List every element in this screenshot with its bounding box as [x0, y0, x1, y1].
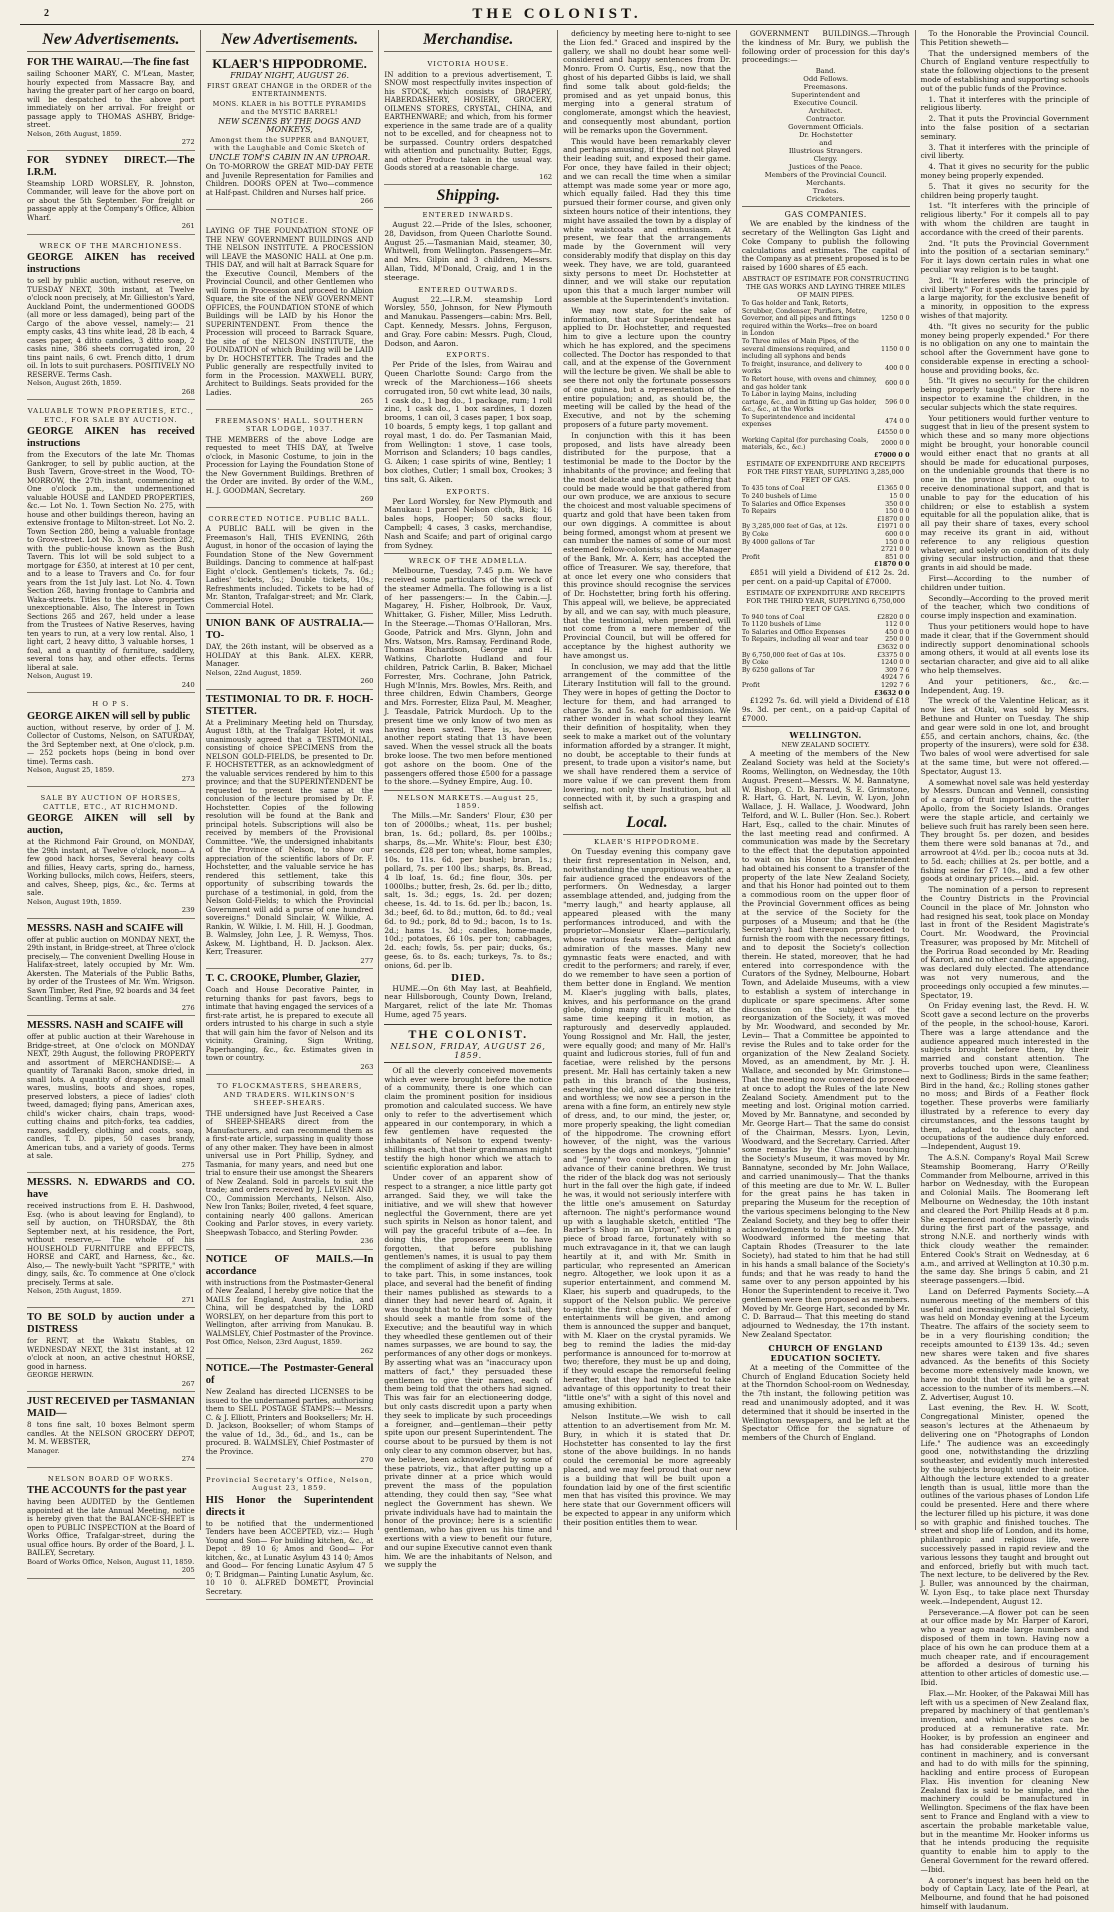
column-header: New Advertisements. [27, 31, 195, 52]
ad-body: for RENT, at the Wakatu Stables, on WEDNESDAY NEXT, the 31st instant, at 12 o'clock at noon, an active chestnut HORSE, good in harness. [27, 1336, 195, 1371]
shipping-header: Shipping. [384, 187, 552, 208]
advertisement [206, 692, 374, 970]
petition [921, 30, 1090, 695]
year1-note: £851 will yield a Dividend of £12 2s. 2d. per cent. on a paid-up Capital of £7000. [741, 567, 910, 586]
shipping-entry: Per Pride of the Isles, from Wairau and Queen Charlotte Sound: Cargo from the wreck of the Marchioness—166 sheets corrugated iron, 50 cwt white lead, 30 nails, 1 cask do., 1 bag do., 1 package, rum; 1 roll zinc, 1 cask do., 1 box sardines, 1 dozen brooms, 1 can oil, 3 cases paper, 1 box soap, 10 boards, 5 empty kegs, 1 top gallant and royal mast, 1 do. do. Per Tasmanian Maid, from Wellington: 1 stove, 1 case tools, Morrison and Sclanders; 10 bags candles, G. Aiken; 1 case spirits of wine, Bentley; 1 box clothes, Cutler; 1 small box, Crookes; 3 tins salt, G. Aiken. [384, 360, 553, 484]
ad-headline: MESSRS. N. EDWARDS and CO. have [27, 1177, 195, 1200]
account-label: By Coke [741, 530, 769, 538]
year1-credit-subtotal: 2721 0 0 [881, 545, 910, 554]
account-value: £1365 0 0 [876, 484, 910, 493]
ad-body: DAY, the 26th instant, will be observed as a HOLIDAY at this Bank. ALEX. KERR, Manager. [205, 642, 374, 668]
ad-body: A PUBLIC BALL will be given in the Freemason's Hall, THIS EVENING, 26th August, in honor of the occasion of laying the Foundation Stone of the New Government Buildings. Dancing to commence at half-past Eight o'clock. Gentlemen's tickets, 7s. 6d.; Ladies' tickets, 5s.; Double tickets, 10s.; Refreshments included. Tickets to be had of Mr. Stanton, Trafalgar-street; and Mr. Clark, Commercial Hotel. [205, 524, 374, 610]
ad-section-title: VALUABLE TOWN PROPERTIES, ETC., ETC., FOR SALE BY AUCTION. [27, 407, 194, 424]
year1-credit-table [742, 523, 910, 546]
account-value: 450 0 0 [885, 627, 910, 636]
nz-society-title: NEW ZEALAND SOCIETY. [781, 741, 870, 750]
year3-debit-total-value: £3632 0 0 [876, 642, 910, 651]
ad-code: 260 [360, 677, 374, 685]
shipping-list [384, 211, 552, 550]
petition-paragraph: 5th. "It gives no security for the children being properly taught." For there is no inspector to examine the children, in the secular subjects which the state requires. [920, 376, 1090, 412]
advertisement [27, 402, 195, 693]
procession-item: Cricketers. [806, 195, 845, 204]
news-paragraphs [921, 697, 1090, 1911]
ad-headline: GEORGE AIKEN has received instructions [27, 426, 195, 449]
petition-paragraph: 3. That it interferes with the principle of civil liberty. [920, 142, 1090, 161]
column-3 [379, 30, 558, 1570]
account-label: To 435 tons of Coal [741, 484, 805, 493]
ad-headline: MESSRS. NASH and SCAIFE will [27, 1020, 184, 1031]
estimate-title: ABSTRACT OF ESTIMATE FOR CONSTRUCTING THE GAS WORKS AND LAYING THREE MILES OF MAIN PIPES. [742, 274, 909, 299]
ad-code: 263 [360, 1062, 374, 1071]
colonist-box [384, 1024, 552, 1063]
leader-paragraph: Under cover of an apparent show of respect to a stranger, a nice little party got arranged. Said they, we will take the initiative, and we will shew that however neglectful the Government, there are yet such spirits in Nelson as honor talent, and will pay the graceful tribute of a—fee. In doing this, the proposers seem to have forgotten, that before publishing gentlemen's names, it is usual to pay them the compliment of asking if they are willing to take part. This, in some instances, took place, and several had the benefit of finding their names published as stewards to a dinner they had never heard of. Again, it was thought that to hide the fox's tail, they should seek a mantle from some of the Executive; and the beautiful way in which they wheedled these gentlemen out of their names surpasses, we are bound to say, the performances of any other dogs or monkeys. By asserting what was an "inaccuracy upon matters of fact," they persuaded these gentlemen to give their names, each of them being told that the others had signed. This was fair for an electioneering dodge, but only casts discredit upon a party when they seek to implicate by such proceedings a foreigner, and—gentleman—their petty spite upon our present Superintendent. The course about to be pursued by them is not only clear to any common observer, but has, we believe, been acknowledged by some of these patriots, viz., that after putting up a private dinner at a price which would prevent the mass of the population attending, they could then say, "See what neglect the Government has shewn. We private individuals have had to maintain the honor of the province; here is a scientific gentleman, who has given us his time and exertions with a view to benefit our future, and our supine Executive cannot even thank him. We are the inhabitants of Nelson, and we supply the [384, 1173, 553, 1570]
local-section-title: KLAER'S HIPPODROME. [594, 838, 700, 847]
news-paragraph: The wreck of the Valentine Helicar, as it now lies at Otaki, was sold by Messrs. Bethune and Hunter on Tuesday. The ship and gear were sold in one lot, and brought £55, and certain anchors, chains, &c. (the property of the insurers), were sold for £38. Two bales of wool were advertised for sale at the same time, but were not offered.—Spectator, August 13. [920, 696, 1090, 776]
gas-title: GAS COMPANIES. [784, 210, 867, 220]
procession-item: Government Officials. [788, 123, 864, 132]
procession-item: Members of the Provincial Council. [764, 171, 887, 180]
procession-item: Illustrious Strangers. [788, 147, 863, 156]
advertisement [27, 153, 195, 235]
advertisement [206, 1252, 374, 1360]
procession-item: Band. [815, 67, 836, 76]
advertisement [27, 1394, 195, 1468]
account-value: 400 0 0 [885, 363, 910, 372]
year1-credit-total: £1870 0 0 [873, 560, 910, 569]
ad-body: IN addition to a previous advertisement, T. SNOW most respectfully invites inspection of his STOCK, which consists of DRAPERY, HABERDASHERY, HOSIERY, GROCERY, OILMENS STORES, CRYSTAL, CHINA, and EARTHENWARE; and which, from his former experience in the same trade are of a quality not to be excelled, and for cheapness not to be surpassed. Country orders despatched with attention and punctuality. Butter, Eggs, and other Produce taken in the usual way. Goods stored at a reasonable charge. [384, 69, 553, 172]
news-paragraph: Land on Deferred Payments Society.—A numerous meeting of the members of this useful and increasingly influential Society, was held on Monday evening at the Lyceum Theatre. The affairs of the society seem to be in a very flourishing condition; the receipts amounted to £139 13s. 4d.; seven new shares were taken and five shares advanced. As the benefits of this Society become more extensively made known, we have no doubt that there will be a great accession to the number of its members.—N. Z. Advertiser, August 10. [920, 1286, 1090, 1402]
ad-headline: FOR THE WAIRAU.—The fine fast [27, 57, 190, 68]
advertisement [206, 616, 374, 690]
advertisement [27, 1175, 195, 1308]
column-1 [22, 30, 201, 1574]
shipping-section-title: EXPORTS. [446, 487, 491, 496]
account-value: 250 0 0 [885, 635, 910, 644]
columns [22, 29, 1094, 1911]
admella-text: Melbourne, Tuesday, 7.45 p.m. We have received some particulars of the wreck of the steamer Admella. The following is a list of her passengers:— In the Cabin.—J. Magarey, H. Fisher, Holbrook, Dr. Vaux, Whittaker, G. Fisher, Miller, Miss Ledruth. In the Steerage.—Thomas O'Halloran, Mrs. Goode, Patrick and Mrs. Glynn, John and Mrs. Watson, Mrs. Ramsay, Ferdinand Rode, Thomas Richardson, George and H. Watkins, Charlotte Hudland and four children, Patrick Carlin, B. Baker, Michael Forrester, Mrs. Cochrane, John Patrick, Hugh M'Innis, Mrs. Bowles, Mrs. Reith, and three children, Edwin Chambers, George and Mrs. Forrester, Eliza Paul, M. Meagher, J. Teasdale, Patrick Murdoch. Up to the present time we only know of two men as having been saved. There is, however, another report stating that 13 have been saved. When the vessel struck all the boats broke loose. The two men before mentioned got ashore on the boom. One of the passengers offered those £500 for a passage to the shore.—Sydney Empire, Aug. 10. [384, 566, 553, 787]
account-label: To Labor in laying Mains, including cartage, &c., and in fitting up Gas holder, &c., &c., at the Works [741, 390, 877, 414]
account-label: To Superintendence and incidental expenses [741, 412, 856, 429]
ad-code: 266 [360, 197, 374, 205]
advertisement [206, 1361, 374, 1469]
year1-credit-summary [742, 546, 910, 569]
account-row [742, 414, 910, 429]
ad-headline: MESSRS. NASH and SCAIFE will [27, 922, 184, 934]
year3-note: £1292 7s. 6d. will yield a Dividend of £18 9s. 3d. per cent., on a paid-up Capital of £7000. [741, 696, 910, 723]
ad-line: MONS. KLAER in his BOTTLE PYRAMIDS and the MYSTIC BARREL! [212, 99, 367, 116]
procession-item: Merchants. [806, 179, 846, 188]
year3-credit-table [742, 652, 910, 675]
ad-section-title: CORRECTED NOTICE. PUBLIC BALL. [208, 514, 371, 523]
ad-code: 271 [181, 1295, 195, 1304]
ad-headline: KLAER'S HIPPODROME. [212, 56, 367, 71]
account-value: 1250 0 0 [881, 314, 910, 323]
account-row [742, 300, 910, 338]
account-row [742, 391, 910, 414]
ad-section-title: FREEMASONS' HALL. SOUTHERN STAR LODGE, 1037. [214, 416, 365, 433]
account-label: To Salaries and Office Expenses [741, 499, 846, 508]
column-6 [916, 29, 1095, 1911]
shipping-entry: August 22.—Pride of the Isles, schooner, 28, Davidson, from Queen Charlotte Sound. August 25.—Tasmanian Maid, steamer, 30, Whitwell, from Wellington. Passengers—Mr. and Mrs. Gilpin and 3 children, Messrs. Allan, Tidd, M'Donald, Craig, and 1 in the steerage. [384, 220, 553, 282]
ad-section-title: Provincial Secretary's Office, Nelson, August 23, 1859. [206, 1475, 374, 1492]
procession-item: Odd Fellows. [803, 75, 849, 84]
procession-item: and [819, 139, 833, 148]
ad-headline: NOTICE OF MAILS.—In accordance [205, 1253, 374, 1277]
ad-body: offer at public auction at their Warehouse in Bridge-street, at One o'clock on MONDAY NEXT, 29th August, the following PROPERTY and assortment of MERCHANDISE:— A quantity of Taranaki Bacon, smoke dried, in small lots. A quantity of drapery and small wares, muslins, boots and shoes, ropes, preserved lobsters, a piece of ladies' cloth tweed, damaged; flying pans, American axes, child's wicker chairs, chain traps, wood-cutting chains and pitch-forks, tea caddies, razors, saddlery, clothing and coats, soap, candles, T. D. pipes, 50 cases brandy, American tubs, and a variety of goods. Terms at sale. [27, 1032, 195, 1160]
ad-date-signature: Post Office, Nelson, 23rd August, 1859. [205, 1338, 343, 1346]
account-value: 596 0 0 [885, 397, 910, 406]
procession-item: Architect. [808, 107, 843, 116]
ad-code: 272 [181, 138, 195, 146]
account-label: By 4000 gallons of Tar [741, 537, 815, 546]
ad-body: THE MEMBERS of the above Lodge are requested to meet THIS DAY, at Twelve o'clock, in Masonic Costume, to join in the Procession for Laying the Foundation Stone of the New Government Buildings. Brethren of the Order are invited. By order of the W.M., H. J. GOODMAN, Secretary. [205, 434, 374, 495]
leader-paragraph: Of all the cleverly conceived movements which ever were brought before the notice of a community, there is one which can claim the prominent position for insidious promotion and calculated success. We have only to refer to the advertisement which appeared in our contemporary, in which a few gentlemen have requested the inhabitants of Nelson to expend twenty-shillings each, that their grandmamas might testify the high honor which we attach to scientific exploration and labor. [384, 1065, 553, 1172]
ad-body: received instructions from E. H. Dashwood, Esq. (who is about leaving for England), to sell by auction, on THURSDAY, the 8th September next, at his residence, the Port, without reserve,— The whole of his HOUSEHOLD FURNITURE and EFFECTS, HORSE and CART, and Harness, &c., &c. Also,— The newly-built Yacht "SPRITE," with dingy, sails, &c. To commence at One o'clock precisely. Terms at sale. [27, 1201, 195, 1287]
ad-headline: THE ACCOUNTS for the past year [27, 1485, 187, 1496]
ad-body: from the Executors of the late Mr. Thomas Gankroger, to sell by public auction, at the Bush Tavern, Grove-street in the Wood, TO-MORROW, the 27th instant, commencing at One o'clock p.m., the undermentioned valuable HOUSE and LANDED PROPERTIES, &c.— Lot No. 1. Town Section No. 275, with house and other buildings thereon, having an extensive frontage to Milton-street. Lot No. 2. Town Section 280, being a valuable frontage to Grove-street. Lot No. 3. Town Section 282, with the public-house known as the Bush Tavern. This lot will be sold subject to a mortgage for £350, at interest at 10 per cent, and to a lease to Travers and Co. for four years from the 1st July last. Lot No. 4. Town Section 268, having frontage to Cambria and Waka-streets. Titles to the above properties unexceptionable. Also, The Interest in Town Sections 265 and 267, held under a lease from the Trustees of Native Reserves, having ten years to run, at a very low rental. Also, 1 light cart, 2 heavy ditto, 3 valuable horses, 1 foal, and a quantity of furniture, saddlery, several tons hay, and other effects. Terms liberal at sale. [27, 450, 195, 672]
ad-code: 275 [181, 1160, 195, 1169]
account-value: 600 0 0 [885, 378, 910, 387]
account-label: To 940 tons of Coal [741, 612, 805, 621]
local-paragraph: On Tuesday evening this company gave their first representation in Nelson, and, notwithstanding the unpropitious weather, a fair audience graced the endeavors of the performers. On Wednesday, a larger assemblage attended, and, judging from the "merry laugh," and hearty applause, all appeared pleased with the many performances introduced, and with the proprietor—Monsieur Klaer—particularly, whose various feats were the delight and admiration of the masses. Many new gymnastic feats were enacted, and with credit to the performers; and rarely, if ever, do we remember to have seen a portion of them better done in England. We mention M. Klaer's juggling with balls, plates, knives, and his performance on the grand globe, doing many difficult feats, at the same time keeping it in motion, as rapturously and deservedly applauded. Young Rossignol and Mr. Hall, the jester, were equally good; and many of Mr. Hall's quaint and ludicrous stories, full of fun and facetiae, were relished by the persons present. Mr. Hall has certainly taken a new path in this branch of the business, eschewing the old, and discarding the trite and worthless; we now see a person in the arena with a fine form, an entirely new style of dress, and, to our mind, the jester, or, more properly speaking, the light comedian of the hippodrome. The crowning effort however, of the night, was the various scenes by the dogs and monkeys, "Johnnie" and "Jenny" two comical dogs, being in advance of their canine brethren. We trust the rider of the black dog was not seriously hurt in the fall over the high gate, if indeed he was, it would not seriously interfere with the little one's amusement on Saturday afternoon. The night's performance wound up with a laughable sketch, entitled "The Barber's Shop in an Uproar," exhibiting a piece of broad farce, fortunately with so much extravagance in it, that we can laugh heartily at it, and with Mr. Smith in particular, who represented an American negro. Altogether, we look upon it as a superior entertainment, and commend M. Klaer, his superb and quadrupeds, to the support of the Nelson public. We perceive to-night the first change in the order of entertainments will be given, and among them is announced the supper and banquet, with M. Klaer on the crystal pyramids. We beg to remind the ladies the mid-day performance is announced for to-morrow at two; therefore, they must be up and doing, if they would escape the remorseful feeling hereafter, that they had neglected to take advantage of this opportunity to treat their "little one's" with a sight of this novel and amusing exhibition. [563, 847, 731, 1411]
news-paragraph: The A.S.N. Company's Royal Mail Screw Steamship Boomerang, Harry O'Reilly Commander from Melbourne, arrived in this harbor on Wednesday, with the European and Colonial Mails. The Boomerang left Melbourne on Wednesday, the 10th instant and cleared the Port Phillip Heads at 8 p.m. She experienced moderate westerly winds during the first part of the passage, and strong N.N.E. and northerly winds with thick cloudy weather the remainder. Entered Cook's Strait on Wednesday, at 6 a.m., and arrived at Wellington at 10.30 p.m. the same day. She brings 5 cabin, and 21 steerage passengers.—Ibid. [920, 1153, 1090, 1286]
ad-section-title: SALE BY AUCTION OF HORSES, CATTLE, ETC., AT RICHMOND. [40, 794, 182, 811]
ad-date-signature: Nelson, August 25, 1859. [27, 766, 115, 774]
shipping-section-title: EXPORTS. [446, 351, 491, 360]
procession-item: Superintendent and [791, 91, 861, 100]
shipping-entry: August 22.—I.R.M. steamship Lord Worsley, 550, Johnson, for New Plymouth and Manukau. Passengers—cabin: Mrs. Bell, Capt. Kennedy, Messrs. Johns, Ferguson, and Gray. Fore cabin: Messrs. Pugh, Cloud, Dodson, and Aaron. [384, 294, 553, 348]
victoria-house-ad [384, 55, 552, 185]
news-paragraph: A coroner's inquest has been held on the body of Captain Lacy, late of the Pearl, at Melbourne, and found that he had poisoned himself with laudanum. [920, 1875, 1090, 1911]
ad-body: LAYING OF THE FOUNDATION STONE OF THE NEW GOVERNMENT BUILDINGS AND THE NELSON INSTITUTE. A PROCESSION will LEAVE the MASONIC HALL at One p.m. THIS DAY, and will halt at Barrack Square for the Executive Council, Members of the Provincial Council, and other Gentlemen who will form in Procession and proceed to Albion Square, the site of the NEW GOVERNMENT OFFICES, the FOUNDATION STONE of which Buildings will be LAID by his Honor the SUPERINTENDENT. From thence the Procession will proceed to Barrack Square, the site of the NELSON INSTITUTE, the FOUNDATION of which Building will be LAID by Dr. HOCHSTETTER. The Trades and the Public generally are respectfully invited to form in the Procession. MAXWELL BURY, Architect to Buildings. Seats provided for the Ladies. [205, 226, 374, 397]
petition-paragraph: 1. That it interferes with the principle of religious liberty. [920, 94, 1090, 113]
hippodrome-ad [206, 55, 374, 210]
year1-debit-table [742, 485, 910, 515]
ad-section-title: VICTORIA HOUSE. [427, 60, 510, 68]
petition-paragraph: To the Honorable the Provincial Council. This Petition sheweth— [920, 29, 1090, 47]
procession-item: Contractor. [806, 115, 846, 124]
ad-headline: GEORGE AIKEN has received instructions [27, 252, 195, 275]
page-number: 2 [44, 8, 49, 19]
news-paragraph: Last evening, the Rev. H. W. Scott, Congregational Minister, opened the season's lectures at the Athenaeum by delivering one on "Photographs of London Life." The audience was an exceedingly good one, notwithstanding the drizzling southeaster, and evidently much interested by the subjects brought under their notice. Although the lecture extended to a greater length than is usual, little more than the outlines of the various phases of London Life could be presented. Here and there where the lecturer filled up his picture, it was done so with graphic and finished touches. The street and shop life of London, and its home, philanthropic and religious life, were successively passed in rapid review and the various lessons they taught and brought out and enforced, briefly but with much tact. The next lecture, to be delivered by the Rev. J. Buller, was announced by the chairman, W. Lyon Esq., to take place next Thursday week.—Independent, August 12. [920, 1403, 1090, 1606]
advertisement [206, 510, 374, 615]
church-education-text: At a meeting of the Committee of the Church of England Education Society held at the Thorndon School-room on Wednesday, the 7th instant, the following petition was read and unanimously adopted, and it was determined that it should be inserted in the Wellington newspapers, and be left at the Spectator Office for the signature of members of the Church of England. [741, 1362, 910, 1443]
ad-date-signature: Nelson, August 26th, 1859. [27, 379, 122, 387]
markets-title: NELSON MARKETS.—August 25, 1859. [397, 794, 540, 811]
year3-profit-value: 1292 7 6 [881, 680, 910, 689]
ad-date-signature: Nelson, August 19. [27, 672, 93, 680]
advertisement [27, 1470, 195, 1579]
account-label: To Gas holder and Tank, Retorts, Scrubber, Condenser, Purifiers, Metre, Governor, and all pipes and fittings required within the Works—free on board in London [741, 298, 878, 338]
ad-body: to sell by public auction, without reserve, on TUESDAY NEXT, 30th instant, at Twelve o'clock noon precisely, at Mr. Gillieston's Yard, Auckland Point, the undermentioned GOODS (all more or less damaged), being part of the Cargo of the above vessel, namely:— 21 empty casks, 43 tins white lead, 28 lb each, 4 cases paper, 4 ditto candles, 3 ditto soap, 2 casks nine, 386 sheets corrugated iron, 20 tins paint nails, 6 cwt. French ditto, 1 drum oil. In lots to suit purchasers. POSITIVELY NO RESERVE. Terms Cash. [27, 276, 195, 379]
petition-paragraph: 5. That it gives no security for the children being properly taught. [920, 181, 1090, 200]
news-paragraph: The nomination of a person to represent the Country Districts in the Provincial Council in the place of Mr. Johnston who had resigned his seat, took place on Monday last in front of the Resident Magistrate's Court. Mr. Woodward, the Provincial Treasurer, was proposed by Mr. Mitchell of the Porirua Road seconded by Mr. Reading of Karori, and no other candidate appearing, was declared duly elected. The attendance was not very numerous, and the proceedings only occupied a few minutes.—Spectator, 19. [920, 885, 1090, 1000]
ad-body: auction, without reserve, by order of J. M. Collector of Customs, Nelson, on SATURDAY, the 3rd September next, at One o'clock, p.m.— 252 pockets hops (being in bond over time). Terms cash. [27, 722, 195, 766]
procession-item: Freemasons. [803, 83, 848, 92]
estimate-table [742, 300, 910, 429]
ad-section-title: WRECK OF THE MARCHIONESS. [39, 241, 183, 250]
ad-body: sailing Schooner MARY, C. M'Lean, Master, hourly expected from Massacre Bay, and having the greater part of her cargo on board, will be despatched to the above port immediately on her arrival. For freight or passage apply to THOMAS ASHBY, Bridge-street. [27, 69, 195, 129]
ad-headline: FOR SYDNEY DIRECT.—The I.R.M. [27, 154, 195, 178]
account-value: 15 0 0 [889, 492, 910, 501]
account-label: To Repairs, including all wear and tear [741, 635, 869, 644]
ad-date-signature: Nelson, August 19th, 1859. [27, 897, 122, 906]
year3-profit-label: Profit [741, 680, 760, 689]
ad-body: 8 tons fine salt, 10 boxes Belmont sperm candles. At the NELSON GROCERY DEPOT, M. M. WEBSTER, [27, 1420, 195, 1446]
account-label: To Three miles of Main Pipes, of the several dimensions required, and including all syphons and bends [741, 336, 859, 361]
ad-line: NEW SCENES BY THE DOGS AND MONKEYS, [218, 116, 361, 134]
petition-paragraph: That the undersigned members of the Church of England venture respectfully to state the following objections to the present mode of establishing and supporting schools out of the public funds of the Province. [920, 48, 1090, 93]
ad-headline: GEORGE AIKEN will sell by public [27, 710, 191, 722]
account-value: 309 7 6 [885, 665, 910, 674]
account-value: 600 0 0 [885, 530, 910, 538]
ad-line: Amongst them the SUPPER and BANQUET, with the Laughable and Comic Sketch of [209, 135, 370, 152]
gas-intro: We are enabled by the kindness of the secretary of the Wellington Gas Light and Coke Company to publish the following calculations and estimates. The capital of the Company as at present proposed is to be raised by 1600 shares of £5 each. [741, 219, 910, 273]
ad-code: 273 [181, 774, 195, 783]
ad-section-title: H O P S. [92, 700, 130, 708]
account-row [742, 338, 910, 361]
ad-code: 236 [360, 1237, 374, 1245]
ad-headline: HIS Honor the Superintendent directs it [205, 1494, 374, 1518]
advertisement [27, 695, 195, 787]
ad-body: having been AUDITED by the Gentlemen appointed at the late Annual Meeting, notice is hereby given that the BALANCE-SHEET is open to PUBLIC INSPECTION at the Board of Works Office, Trafalgar-street, during the usual office hours. By order of the Board, J. L. BAILEY, Secretary. [27, 1497, 195, 1557]
account-value: £2820 0 0 [876, 612, 910, 621]
account-row [742, 376, 910, 391]
leader-paragraph: We may now state, for the sake of information, that our Superintendent has applied to Dr. Hochstetter, and requested him to give a lecture upon the country which he has explored, and the specimens collected. The Doctor has responded to that call, and at the expense of the Government will the lecture be given. We shall be able to see there not only the fortunate possessors of one guinea, but a representation of the entire population; and, as should be, the meeting will be called by the head of the Executive, and not by the scheming proposers of a future party movement. [563, 305, 731, 430]
petition-paragraph: 2nd. "It puts the Provincial Government into the position of a sectarian seminary." For it lays down certain rules in what one peculiar way religion is to be taught. [920, 238, 1090, 274]
ad-body: THE undersigned have Just Received a Case of SHEEP-SHEARS direct from the Manufacturers, and can recommend them as a first-rate article, surpassing in quality those of any other maker. They have been in almost universal use in Port Phillip, Sydney, and Tasmania, for many years, and need but one trial to ensure their use amongst the Shearers of New Zealand. Sold in parcels to suit the trade; and orders received by J. LEVIEN AND CO., Commission Merchants, Nelson. Also, New Iron Tanks; Boiler, riveted, 4 feet square, containing nearly 400 gallons. American Cooking and Parlor stoves, in every variety. Sheepwash Tobacco, and Sterling Powder. [205, 1108, 374, 1237]
account-label: By 3,285,000 feet of Gas, at 12s. [741, 522, 848, 531]
account-row [742, 361, 910, 376]
nz-society-report: A meeting of the members of the New Zealand Society was held at the Society's Rooms, Wellington, on Wednesday, the 10th August. Present—Messrs. W. M. Bannatyne, W. Bishop, C. D. Barraud, S. E. Grimstone, R. Hart, G. Hart, N. Levin, W. Lyon, John Wallace, J. H. Wallace, J. Woodward, John Telford, and W. L. Buller (Hon. Sec.). Robert Hart, Esq., called to the chair. Minutes of the last meeting read and confirmed. A communication was made by the Secretary to the effect that the deputation appointed to wait on his Honor the Superintendent had obtained his consent to a transfer of the property of the late New Zealand Society, and that his Honor had pointed out to them a commodious room on the upper floor of the Provincial Government offices as being at the service of the Society for the purposes of a Museum; and that he (the Secretary) had thereupon proceeded to furnish the room with the necessary fittings, and to deposit the Society's collection therein. He stated, moreover, that he had entered into correspondence with the Curators of the Sydney, Melbourne, Hobart Town, and Adelaide Museums, with a view to establish a system of interchange in duplicate or spare specimens. After some discussion on the subject of the reorganization of the Society, it was moved by Mr. Woodward, and seconded by Mr. Levin— That a Committee be appointed to revise the Rules and to take order for the organization of the New Zealand Society. Moved, as an amendment, by Mr. J. H. Wallace, and seconded by Mr. Grimstone— That the meeting now convened do proceed at once to adopt the Rules of the late New Zealand Society. Amendment put to the meeting and lost. Original motion carried. Moved by Mr. Bannatyne, and seconded by Mr. George Hart— That the same do consist of the Chairman, Messrs. Lyon, Levin, Woodward, and the Secretary. Carried. After some remarks by the Chairman touching the Society's Museum, it was moved by Mr. Bannatyne, seconded by Mr. John Wallace, and carried unanimously— That the thanks of this meeting are due to Mr. W. L. Buller for the great pains he has taken in preparing the Museum for the reception of the various specimens belonging to the New Zealand Society, and they beg to offer their acknowledgments to him for the same. Mr. Woodward informed the meeting that Captain Rhodes (Treasurer to the late Society), had stated to him that he had still in his hands a small balance of the Society's funds; and that he was ready to hand the same over to any person appointed by his Honor the Superintendent to receive it. Two gentlemen were then proposed as members. Moved by Mr. George Hart, seconded by Mr. C. D. Barraud— That this meeting do stand adjourned to Wednesday, the 17th instant. New Zealand Spectator. [741, 749, 910, 1340]
died-notice: HUME.—On 6th May last, at Beahfield, near Hillsborough, County Down, Ireland, Margaret, relict of the late Mr. Thomas Hume, aged 75 years. [384, 983, 553, 1019]
ad-code: 268 [181, 387, 195, 396]
column-2 [201, 30, 380, 1596]
ad-line: FIRST GREAT CHANGE in the ORDER of the ENTERTAINMENTS. [206, 81, 373, 98]
died-heading: DIED. [451, 973, 486, 984]
ad-code: 270 [360, 1456, 374, 1464]
ad-date-signature: GEORGE HERWIN. [27, 1371, 94, 1379]
account-label: To Salaries and Office Expenses [741, 627, 846, 636]
local-header: Local. [563, 814, 731, 835]
procession-item: Justices of the Peace. [788, 163, 863, 172]
ad-body: Steamship LORD WORSLEY, R. Johnston, Commander, will leave for the above port on or about the 5th September. For freight or passage apply at the Company's Office, Albion Wharf. [27, 178, 195, 222]
year1-debit-total-value: £1870 0 0 [876, 514, 910, 523]
estimate-total: £4550 0 0 [876, 428, 910, 437]
local-paragraph: Nelson Institute.—We wish to call attention to an advertisement from Mr. M. Bury, in which it is stated that Dr. Hochstetter has consented to lay the first stone of the above buildings. In no hands could the ceremonial be more agreeably placed, and we may feel proud that our new is a building that will be built upon a foundation laid by one of the first scientific men that has visited this province. We may here state that our Government officers will be expected to appear in any uniform which their position entitles them to wear. [563, 1412, 731, 1527]
year3-credit-total: £3632 0 0 [873, 688, 910, 697]
ad-section-title: NELSON BOARD OF WORKS. [47, 1474, 174, 1483]
year1-profit-value: 851 0 0 [885, 552, 910, 561]
admella-title: WRECK OF THE ADMELLA. [408, 557, 528, 566]
masthead-title: THE COLONIST. [472, 6, 642, 22]
ad-code: 269 [360, 495, 374, 503]
advertisement [206, 412, 374, 508]
ad-date-signature: Board of Works Office, Nelson, August 11, 1859. [27, 1557, 195, 1566]
advertisement [206, 1471, 374, 1601]
account-label: By 6,750,000 feet of Gas at 10s. [741, 650, 846, 659]
advertisement [206, 1077, 374, 1250]
advertisement [27, 1018, 195, 1173]
account-value: 474 0 0 [885, 416, 910, 425]
shipping-entry: Per Lord Worsley, for New Plymouth and Manukau: 1 parcel Nelson cloth, Bick; 16 bales hops, Hooper; 50 sacks flour, Campbell; 4 cases, 3 casks, merchandise, Nash and Scaife; and part of original cargo from Sydney. [384, 496, 553, 550]
ad-code: 276 [181, 1003, 195, 1012]
colonist-title: THE COLONIST. [408, 1026, 529, 1041]
ad-date-signature: Manager. [27, 1446, 60, 1455]
ad-code: 261 [181, 222, 195, 230]
local-news [563, 838, 731, 1527]
ad-body: with instructions from the Postmaster-General of New Zealand, I hereby give notice that the MAILS for England, Australia, India, and China, will be despatched by the LORD WORSLEY, on her departure from this port to Wellington, after arriving from Manukau. B. WALMSLEY, Chief Postmaster of the Province. [205, 1277, 374, 1338]
year3-debit-table [742, 614, 910, 644]
grand-total: £7000 0 0 [873, 450, 910, 459]
markets-text: The Mills.—Mr. Sanders' Flour, £30 per ton of 2000lbs.; wheat, 11s. per bushel; bran, 1s. 6d.; pollard, 8s. per 100lbs.; sharps, 8s.—Mr. White's: Flour, best £30; seconds, £28 per ton; wheat, home samples, 10s. to 11s. 6d. per bushel; bran, 1s.; pollard, 7s. per 100 lbs.; sharps, 8s. Bread, 4 lb loaf, 1s. 6d.; fine flour, 30s. per 1000lbs.; butter, fresh, 2s. 6d. per lb.; ditto, salt, 1s. 3d.; eggs, 1s. 2d. per dozen; cheese, 1s. 4d. to 1s. 6d. per lb.; bacon, 1s. 3d.; beef, 6d. to 8d.; mutton, 6d. to 8d.; veal 6d. to 9d.; pork, 8d to 9d.; bacon, 1s to 1s. 2d.; hams 1s. 3d.; candles, home-made, 10d.; potatoes, £6 10s. per ton; cabbages, 2d. each; fowls, 5s. per pair; ducks, 6s.; geese, 6s. to 8s. each; turkeys, 7s. to 8s.; onions, 6d. per lb. [384, 811, 553, 970]
ads-list [27, 55, 195, 1579]
shipping-section-title: ENTERED OUTWARDS. [418, 285, 519, 294]
account-value: 150 0 0 [885, 537, 910, 546]
account-value: £3375 0 0 [876, 650, 910, 659]
ad-body: at the Richmond Fair Ground, on MONDAY, the 29th instant, at Twelve o'clock, noon— A few good hack horses, Several heavy colts and fillies, Heavy carts, spring do., harness, Working bullocks, milch cows, Heifers, steers, and calves, Sheep, pigs, &c., &c. Terms at sale. [27, 837, 195, 897]
church-education-title: CHURCH OF ENGLAND EDUCATION SOCIETY. [768, 1342, 883, 1363]
colonist-date: NELSON, FRIDAY, AUGUST 26, 1859. [390, 1041, 546, 1060]
wellington-heading: WELLINGTON. [789, 730, 862, 741]
petition-paragraph: And your petitioners, &c., &c.—Independent, Aug. 19. [920, 676, 1090, 695]
ad-body: offer at public auction on MONDAY NEXT, the 29th instant, in Bridge-street, at Three o'clock precisely,— The convenient Dwelling House in Halifax-street, lately occupied by Mr. Wm. Akersten. The Materials of the Public Baths, by order of the Trustees of Mr. Wm. Wrigson. Sawn Timber, Red Pine, 92 boards and 34 feet Scantling. Terms at sale. [27, 934, 195, 1003]
account-value: 1240 0 0 [881, 658, 910, 667]
petition-paragraph: 1st. "It interferes with the principle of religious liberty." For it compels all to pay with whom the children are taught in accordance with the creed of their parents. [920, 201, 1090, 237]
account-label: To Repairs [741, 507, 777, 516]
account-label: By 6250 gallons of Tar [741, 665, 815, 674]
procession-list [742, 67, 910, 203]
petition-paragraph: 4th. "It gives no security for the public money being properly expended." For there is no obligation on any one to maintain the school after the Government have gone to considerable expense in erecting a school-house and providing books, &c. [920, 321, 1090, 375]
gov-buildings-intro: GOVERNMENT BUILDINGS.—Through the kindness of Mr. Bury, we publish the following order of procession for this day's proceedings:— [741, 29, 910, 65]
year3-credit-subtotal: 4924 7 6 [881, 673, 910, 682]
ad-date-signature: Nelson, 25th August, 1859. [27, 1287, 122, 1295]
petition-paragraph: 2. That it puts the Provincial Government into the false position of a sectarian seminary. [920, 114, 1090, 141]
ad-body: At a Preliminary Meeting held on Thursday, August 18th, at the Trafalgar Hotel, it was unanimously agreed that a TESTIMONIAL, consisting of choice SPECIMENS from the NELSON GOLD-FIELDS, be presented to Dr. F. HOCHSTETTER, as an acknowledgment of the valuable services rendered by him to this province; and that the SUPERINTENDENT be requested to present the same at the conclusion of the lecture promised by Dr. F. Hochstetter. Copies of the following resolution will be found at the Bank and principal hotels. Subscriptions will also be received by members of the Provisional Committee. "We, the undersigned inhabitants of the Province of Nelson, to show our appreciation of the scientific labors of Dr. F. Hochstetter, and the valuable service he has rendered this settlement, take this opportunity of subscribing towards the purchase of a testimonial, in gold, from the Nelson Gold-Fields; to which the Provincial Government will add a purse of one hundred sovereigns." Donald Sinclair, W. Wilkie, A. Rankin, W. Wilkie, I. M. Hill, H. J. Goodman, B. Walmsley, John Lee, J. R. Wemyss, Thos. Askew, M. Lightband, H. D. Jackson. Alex. Kerr, Treasurer. [205, 717, 374, 956]
procession-item: Executive Council. [793, 99, 858, 108]
ad-code: 267 [181, 1379, 195, 1388]
ad-body: Coach and House Decorative Painter, in returning thanks for past favors, begs to intimate that having engaged the services of a first-rate artist, he is prepared to execute all orders intrusted to his charge in such a style that will gain him the favor of Nelson and its vicinity. Graining, Sign Writing, Paperhanging, &c., &c. Estimates given in town or country. [205, 985, 374, 1062]
ad-date-signature: Nelson, 22nd August, 1859. [205, 668, 302, 677]
advertisement [27, 921, 195, 1017]
procession-item: Clergy. [813, 155, 838, 164]
leader-paragraph: In conjunction with this it has been proposed, and lists have already been distributed for the purpose, that a testimonial be made to the Doctor by the inhabitants of the province; and feeling that the most delicate and apposite offering that could be made would be that gathered from our own produce, we are anxious to secure the choicest and most valuable specimens of quartz and gold that have been taken from our own diggings. A committee is about being formed, amongst whom at present we can number the names of some of our most esteemed fellow-colonists; and the Manager of the Bank, Mr. A. Kerr, has accepted the office of Treasurer. We say, therefore, that at once let every one who considers that this province should recognise the services of Dr. Hochstetter, bring forth his offering. This appeal will, we believe, be appreciated by all, and we can say, with much pleasure, that the testimonial, when presented, will not come from a mere member of the Provincial Council, but will be offered for acceptance by the highest authority we have amongst us. [563, 430, 731, 660]
account-value: 112 0 0 [885, 620, 910, 629]
ad-section-title: TO FLOCKMASTERS, SHEARERS, AND TRADERS. WILKINSON'S SHEEP-SHEARS. [216, 1082, 363, 1107]
account-label: By Coke [741, 658, 769, 667]
leader-paragraph: In conclusion, we may add that the little arrangement of the committee of the Literary Institution will fall to the ground. They were in hopes of getting the Doctor to lecture for them, and had arranged to charge 3s. and 5s. each for admission. We rather wonder in what school they learnt their definition of hospitality, when they seek to make a market out of the voluntary information afforded by a stranger. It might, no doubt, be acceptable to their funds at present, to trade upon a visitor's name, but we shall have rendered them a service of more value if we can prevent them from lowering, not only their Institution, but all connected with it, by such a grasping and selfish act. [563, 661, 731, 812]
ad-headline: NOTICE.—The Postmaster-General of [205, 1363, 374, 1386]
petition-paragraph: 3rd. "It interferes with the principle of civil liberty." For it spends the taxes paid by a large majority, for the exclusive benefit of a minority, in opposition to the express wishes of that majority. [920, 275, 1090, 320]
procession-item: Dr. Hochstetter [798, 131, 853, 140]
working-capital-value: 2000 0 0 [881, 439, 910, 448]
ads-list [206, 212, 374, 1601]
account-label: To Retort house, with ovens and chimney, and gas holder tank [741, 374, 877, 391]
ad-code: 205 [181, 1566, 195, 1574]
year1-title: ESTIMATE OF EXPENDITURE AND RECEIPTS FOR THE FIRST YEAR, SUPPLYING 3,285,000 FEET OF GAS. [746, 460, 905, 485]
column-header: Merchandise. [384, 31, 552, 52]
ad-line: UNCLE TOM'S CABIN IN AN UPROAR. [208, 152, 371, 162]
leader-paragraph: This would have been remarkably clever and perhaps amusing, if they had not played their leading suit, and exposed their game. For once, they have failed in their object; and we can recall the time when a similar attempt was made some year or more ago, which equally failed. Had they this time pursued their former course, and given only sixteen hours notice of their intentions, they might have assailed the town by a display of white waistcoats and enthusiasm. At present, we fear that the arrangements made by the Government will very considerably modify that display on this day week. They have, we are told, guaranteed sixty persons to meet Dr. Hochstetter at dinner, and we will stake our reputation upon this that a much larger number will assemble at the Superintendent's invitation. [563, 136, 731, 304]
working-capital-label: Working Capital (for purchasing Coals, materials, &c., &c.) [741, 435, 869, 452]
news-paragraph: On Friday evening last, the Revd. H. W. Scott gave a second lecture on the proverbs of the people, in the school-house, Karori. There was a large attendance and the audience appeared much interested in the subjects brought before them, by their married and constant attention. The proverbs touched upon were, Cleanliness next to Godliness; Birds in the same feather; Bird in the hand, &c.; Rolling stones gather no moss; and Birds of a Feather flock together. These proverbs were familiarly illustrated by a reference to every day circumstances, and the lessons taught by them, adapted to the character and occupations of the audience duly enforced.—Independent, August 19. [920, 1001, 1090, 1152]
ad-headline: GEORGE AIKEN will sell by auction, [27, 813, 195, 836]
ad-code: 240 [181, 680, 195, 689]
advertisement [206, 212, 374, 410]
ad-headline: TO BE SOLD by auction under a DISTRESS [27, 1312, 195, 1335]
leader-paragraph: deficiency by meeting here to-night to see the Lion fed." Graced and inspired by the gallery, we shall no doubt hear some well-considered and happy sentences from Dr. Monro. From O. Curtis, Esq., now that the ghost of his departed Gibbs is laid, we shall find some talk about gold-fields; the promised and as yet unpaid bonus, this merging into a general stratum of conglomerate, amongst which the heaviest, and consequently most abundant, portion will be remarks upon the Government. [563, 29, 731, 135]
account-label: To freight, insurance, and delivery to works [741, 359, 863, 376]
ad-date-line: FRIDAY NIGHT, AUGUST 26. [230, 71, 350, 80]
shipping-section-title: ENTERED INWARDS. [422, 211, 514, 219]
news-paragraph: Flax.—Mr. Hooker, of the Pakawai Mill has left with us a specimen of New Zealand flax, prepared by machinery of that gentleman's invention, and which he states can be produced at a remunerative rate. Mr. Hooker, is by profession an engineer and has had considerable experience in the continent in machinery, and is conversant and had to do with mills for the spinning, hackling and entire process of European Flax. His invention for cleaning New Zealand flax is said to be simple, and the machinery could be manufactured in Wellington. Specimens of the flax have been sent to France and England with a view to ascertain the probable marketable value, but in the meantime Mr. Hooker informs us that he intends producing the requisite quantity to enable him to apply to the General Government for the reward offered.—Ibid. [920, 1688, 1090, 1874]
ad-headline: JUST RECEIVED per TASMANIAN MAID— [27, 1396, 195, 1419]
ad-code: 262 [360, 1346, 374, 1355]
estimate-totals [742, 429, 910, 459]
procession-item: Trades. [812, 187, 839, 196]
ad-body: to be notified that the undermentioned Tenders have been ACCEPTED, viz.:— Hugh Young and Son— For building kitchen, &c., at Depot . 89 10 6; Amos and Good— For kitchen, &c., at Lunatic Asylum 43 14 0; Amos and Good— For fencing Lunatic Asylum 47 5 0; T. Bridgman— Painting Lunatic Asylum, &c. 10 10 0. ALFRED DOMETT, Provincial Secretary. [205, 1518, 374, 1596]
ad-section-title: NOTICE. [270, 216, 309, 225]
advertisement [27, 237, 195, 401]
account-label: To 240 bushels of Lime [741, 492, 817, 501]
news-paragraph: Perseverance.—A flower pot can be seen at our office made by Mr. Harper of Karori, who a year ago made large numbers and disposed of them in town. Having now a place of his own he can produce them at a much cheaper rate, and if encouragement be afforded a desirous of turning his attention to other articles of domestic use.—Ibid. [920, 1607, 1090, 1688]
ad-code: 265 [360, 397, 374, 405]
ad-headline: T. C. CROOKE, Plumber, Glazier, [205, 973, 361, 984]
year1-profit-label: Profit [741, 552, 760, 561]
masthead [20, 6, 1094, 25]
ad-date-signature: Nelson, 26th August, 1859. [27, 129, 122, 138]
ad-headline: TESTIMONIAL TO DR. F. HOCH-STETTER. [205, 693, 374, 717]
petition-paragraph: Your petitioners would further venture to suggest that in lieu of the present system to which these and so many more objections might be brought, your honorable council would either enact that no grants at all should be made for educational purposes, on the undeniable grounds that there is no one in the province that can ought to receive denominational support, and that is unable to pay for the education of his children; or else to establish a system equitable for all the population alike, that is all pay their share of taxes, every school may receive its grant in aid, without reference to any religious question whatever, and solely on condition of its duly giving secular instruction, and that these grants in aid should be made. [920, 413, 1090, 573]
petition-paragraph: First—According to the number of children under tuition. [920, 574, 1090, 592]
account-value: 1150 0 0 [881, 344, 910, 353]
advertisement [27, 1310, 195, 1392]
column-header: New Advertisements. [206, 31, 374, 52]
ad-code: 274 [181, 1455, 195, 1463]
ad-code: 277 [360, 956, 374, 965]
year3-title: ESTIMATE OF EXPENDITURE AND RECEIPTS FOR THE THIRD YEAR, SUPPLYING 6,750,000 FEET OF GAS. [746, 588, 906, 613]
column-5 [737, 30, 916, 1530]
ad-code: 239 [181, 906, 195, 914]
leader-article [384, 1067, 552, 1570]
account-label: To 1120 bushels of Lime [741, 620, 821, 629]
news-paragraph: A somewhat novel sale was held yesterday by Messrs. Duncan and Vennell, consisting of a cargo of fruit imported in the cutter Apollo, from the Society Islands. Oranges were the staple article, and certainly we believe such fruit has rarely been seen here. They brought 5s. per dozen, and besides them there were sold bananas at 7d., and arrowroot at 4½d. per lb.; cocoa nuts at 3d. to 5d. each; chillies at 2s. per bottle, and a fishing seine for £7 10s., and a few other goods at ordinary prices.—Ibid. [920, 777, 1090, 884]
ad-code: 162 [539, 172, 553, 181]
account-value: £1971 0 0 [876, 522, 910, 531]
ad-body: New Zealand has directed LICENSES to be issued to the undernamed parties, authorising them to SELL POSTAGE STAMPS:— Messrs. C. & J. Elliott, Printers and Booksellers; Mr. H. D. Jackson, Bookseller; of whom Stamps of the value of 1d., 3d., 6d., and 1s., can be procured. B. WALMSLEY, Chief Postmaster of the Province. [205, 1387, 374, 1456]
petition-paragraph: Thus your petitioners would hope to have made it clear, that if the Government should indirectly support denominational schools among others, it would at all events lose its sectarian character, and give aid to all alike who help themselves. [920, 622, 1090, 675]
advertisement [206, 971, 374, 1075]
advertisement [27, 789, 195, 919]
account-value: 350 0 0 [885, 499, 910, 508]
ad-headline: UNION BANK OF AUSTRALIA.—TO- [205, 618, 374, 641]
column-4 [558, 30, 737, 1530]
leader-article-continued [563, 30, 731, 812]
ad-body: On TO-MORROW the GREAT MID-DAY FETE and Juvenile Representation for Families and Children. DOORS OPEN at Two—commence at Half-past. Children and Nurses half price. [205, 162, 374, 197]
year3-credit-summary [742, 674, 910, 697]
account-value: 150 0 0 [885, 507, 910, 516]
petition-paragraph: 4. That it gives no security for the public money being properly expended. [920, 162, 1090, 180]
advertisement [27, 55, 195, 151]
petition-paragraph: Secondly—According to the proved merit of the teacher, which two conditions of course imply inspection and examination. [920, 593, 1090, 621]
